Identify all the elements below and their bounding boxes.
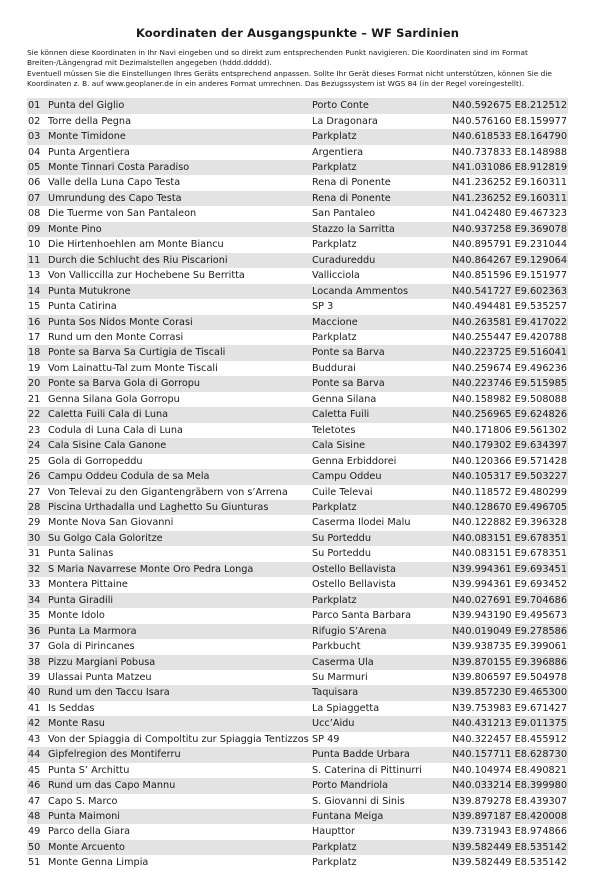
route-name: Punta Catirina: [48, 301, 117, 313]
coordinates: N41.236252 E9.160311: [451, 177, 567, 189]
table-row: [27, 423, 568, 438]
row-number: 37: [28, 641, 41, 653]
start-location: Caserma Ula: [312, 655, 442, 670]
route-name: Monte Tinnari Costa Paradiso: [48, 160, 312, 175]
route-name: Punta S’ Archittu: [48, 764, 130, 776]
start-location: Rifugio S’Arena: [312, 624, 442, 639]
coordinates: N40.851596 E9.151977: [451, 270, 567, 282]
route-name: Punta Salinas: [48, 548, 114, 560]
route-name: Punta del Giglio: [48, 98, 312, 113]
row-number: 32: [27, 562, 48, 577]
row-number: 18: [27, 345, 48, 360]
coordinates: N40.541727 E9.602363: [442, 284, 568, 299]
row-number: 35: [28, 610, 41, 622]
start-location: La Spiaggetta: [312, 702, 380, 714]
table-row: [27, 469, 568, 484]
table-row: [27, 531, 568, 546]
route-name: Umrundung des Capo Testa: [48, 191, 312, 206]
coordinates: N39.994361 E9.693451: [442, 562, 568, 577]
coordinates: N40.255447 E9.420788: [451, 331, 567, 343]
route-name: Punta Argentiera: [48, 146, 130, 158]
coordinates: N40.033214 E8.399980: [442, 778, 568, 793]
start-location: Porto Mandriola: [312, 778, 442, 793]
route-name: Caletta Fuili Cala di Luna: [48, 407, 312, 422]
row-number: 03: [27, 129, 48, 144]
start-location: Parkbucht: [312, 641, 361, 653]
table-row: [27, 222, 568, 237]
table-row: [27, 840, 568, 855]
start-location: Rena di Ponente: [312, 177, 391, 189]
table-row: [27, 361, 568, 376]
route-name: Von Valliccilla zur Hochebene Su Berritta: [48, 270, 245, 282]
start-location: Porto Conte: [312, 98, 442, 113]
coordinates: N40.576160 E8.159977: [451, 115, 567, 127]
start-location: Su Marmuri: [312, 671, 368, 683]
route-name: Valle della Luna Capo Testa: [48, 177, 181, 189]
table-row: [27, 268, 568, 283]
coordinates: N40.322457 E8.455912: [451, 733, 567, 745]
coordinates: N39.870155 E9.396886: [442, 655, 568, 670]
start-location: Curadureddu: [312, 253, 442, 268]
table-row: [27, 546, 568, 561]
route-name: Punta Maimoni: [48, 809, 312, 824]
page-title: Koordinaten der Ausgangspunkte – WF Sardinien: [135, 26, 460, 40]
start-location: Ucc’Aidu: [312, 716, 442, 731]
coordinates: N39.582449 E8.535142: [442, 840, 568, 855]
route-name: Ponte sa Barva Sa Curtigia de Tiscali: [48, 345, 312, 360]
coordinates: N39.938735 E9.399061: [451, 641, 567, 653]
coordinates: N40.223725 E9.516041: [442, 345, 568, 360]
start-location: Ostello Bellavista: [312, 579, 396, 591]
table-row: [27, 855, 568, 870]
row-number: 40: [27, 685, 48, 700]
route-name: Monte Pino: [48, 222, 312, 237]
row-number: 27: [28, 486, 41, 498]
route-name: Codula di Luna Cala di Luna: [48, 424, 183, 436]
row-number: 02: [28, 115, 41, 127]
route-name: S Maria Navarrese Monte Oro Pedra Longa: [48, 562, 312, 577]
coordinates: N40.118572 E9.480299: [451, 486, 567, 498]
route-name: Torre della Pegna: [48, 115, 132, 127]
route-name: Von Televai zu den Gigantengräbern von s’Arrena: [48, 486, 288, 498]
route-name: Parco della Giara: [48, 826, 131, 838]
route-name: Campu Oddeu Codula de sa Mela: [48, 469, 312, 484]
row-number: 15: [28, 301, 41, 313]
row-number: 34: [27, 593, 48, 608]
table-row: [27, 485, 568, 500]
table-row: [27, 763, 568, 778]
start-location: San Pantaleo: [312, 208, 376, 220]
route-name: Rund um das Capo Mannu: [48, 778, 312, 793]
route-name: Montera Pittaine: [48, 579, 128, 591]
coordinates: N40.128670 E9.496705: [442, 500, 568, 515]
coordinates: N39.582449 E8.535142: [451, 857, 567, 869]
coordinates: N40.104974 E8.490821: [451, 764, 567, 776]
row-number: 26: [27, 469, 48, 484]
start-location: Cala Sisine: [312, 438, 442, 453]
route-name: Gola di Gorropeddu: [48, 455, 143, 467]
row-number: 08: [28, 208, 41, 220]
start-location: Maccione: [312, 315, 442, 330]
table-row: [27, 392, 568, 407]
route-name: Gipfelregion des Montiferru: [48, 747, 312, 762]
row-number: 23: [28, 424, 41, 436]
start-location: Parkplatz: [312, 593, 442, 608]
table-row: [27, 809, 568, 824]
row-number: 07: [27, 191, 48, 206]
table-row: [27, 716, 568, 731]
row-number: 22: [27, 407, 48, 422]
table-row: [27, 160, 568, 175]
start-location: SP 49: [312, 733, 340, 745]
start-location: Funtana Meiga: [312, 809, 442, 824]
table-row: [27, 670, 568, 685]
coordinates: N40.937258 E9.369078: [442, 222, 568, 237]
table-row: [27, 145, 568, 160]
coordinates: N40.256965 E9.624826: [442, 407, 568, 422]
table-row: [27, 685, 568, 700]
route-name: Monte Rasu: [48, 716, 312, 731]
coordinates: N39.806597 E9.504978: [451, 671, 567, 683]
start-location: S. Giovanni di Sinis: [312, 795, 405, 807]
row-number: 48: [27, 809, 48, 824]
coordinates: N40.431213 E9.011375: [442, 716, 568, 731]
table-row: [27, 515, 568, 530]
table-row: [27, 593, 568, 608]
intro-paragraph: Eventuell müssen Sie die Einstellungen Ihres Geräts entsprechend anpassen. Sollte Ihr Gerät dieses Format nicht unterstützen, können Sie die Koordinaten z. B. auf www.geoplaner.de in ein anderes Format umrechnen. Das Bezugssystem ist WGS 84 (in der Regel voreingestellt).: [27, 68, 552, 88]
start-location: Caletta Fuili: [312, 407, 442, 422]
table-row: [27, 639, 568, 654]
row-number: 13: [28, 270, 41, 282]
coordinates: N40.895791 E9.231044: [451, 239, 567, 251]
table-row: [27, 824, 568, 839]
table-row: [27, 253, 568, 268]
route-name: Genna Silana Gola Gorropu: [48, 393, 180, 405]
row-number: 14: [27, 284, 48, 299]
start-location: Parkplatz: [312, 239, 357, 251]
table-row: [27, 98, 568, 113]
row-number: 44: [27, 747, 48, 762]
table-row: [27, 376, 568, 391]
route-name: Monte Timidone: [48, 129, 312, 144]
start-location: Argentiera: [312, 146, 364, 158]
row-number: 16: [27, 315, 48, 330]
coordinates: N40.027691 E9.704686: [442, 593, 568, 608]
start-location: Su Porteddu: [312, 548, 371, 560]
row-number: 29: [28, 517, 41, 529]
start-location: Vallicciola: [312, 270, 360, 282]
route-name: Piscina Urthadalla und Laghetto Su Giunturas: [48, 500, 312, 515]
start-location: Parco Santa Barbara: [312, 610, 412, 622]
route-name: Pizzu Margiani Pobusa: [48, 655, 312, 670]
row-number: 20: [27, 376, 48, 391]
start-location: Genna Silana: [312, 393, 377, 405]
table-row: [27, 608, 568, 623]
route-name: Is Seddas: [48, 702, 95, 714]
start-location: Punta Badde Urbara: [312, 747, 442, 762]
route-name: Monte Idolo: [48, 610, 105, 622]
route-name: Punta Mutukrone: [48, 284, 312, 299]
row-number: 31: [28, 548, 41, 560]
coordinates: N40.737833 E8.148988: [451, 146, 567, 158]
start-location: Stazzo la Sarritta: [312, 222, 442, 237]
row-number: 45: [28, 764, 41, 776]
coordinates: N39.897187 E8.420008: [442, 809, 568, 824]
table-row: [27, 500, 568, 515]
coordinates: N39.879278 E8.439307: [451, 795, 567, 807]
table-row: [27, 778, 568, 793]
start-location: Su Porteddu: [312, 531, 442, 546]
table-row: [27, 655, 568, 670]
start-location: Locanda Ammentos: [312, 284, 442, 299]
table-row: [27, 345, 568, 360]
table-row: [27, 794, 568, 809]
start-location: Parkplatz: [312, 840, 442, 855]
coordinates: N40.019049 E9.278586: [442, 624, 568, 639]
intro-paragraph: Sie können diese Koordinaten in Ihr Navi eingeben und so direkt zum entsprechenden Punkt navigieren. Die Koordinaten sind im Format Breiten-/Längengrad mit Dezimalstellen angegeben (hddd.ddddd).: [27, 48, 528, 68]
coordinates: N40.083151 E9.678351: [442, 531, 568, 546]
coordinates: N40.158982 E9.508088: [451, 393, 567, 405]
row-number: 05: [27, 160, 48, 175]
start-location: SP 3: [312, 301, 334, 313]
row-number: 49: [28, 826, 41, 838]
row-number: 25: [28, 455, 41, 467]
coordinates: N40.263581 E9.417022: [442, 315, 568, 330]
table-row: [27, 747, 568, 762]
row-number: 43: [28, 733, 41, 745]
coordinates: N40.618533 E8.164790: [442, 129, 568, 144]
table-row: [27, 114, 568, 129]
coordinates: N40.105317 E9.503227: [442, 469, 568, 484]
route-name: Von der Spiaggia di Compoltitu zur Spiaggia Tentizzos: [48, 733, 309, 745]
table-row: [27, 237, 568, 252]
route-name: Monte Genna Limpia: [48, 857, 149, 869]
row-number: 01: [27, 98, 48, 113]
table-row: [27, 732, 568, 747]
start-location: Parkplatz: [312, 500, 442, 515]
route-name: Punta Giradili: [48, 593, 312, 608]
table-row: [27, 284, 568, 299]
coordinates: N40.223746 E9.515985: [442, 376, 568, 391]
start-location: Parkplatz: [312, 129, 442, 144]
route-name: Durch die Schlucht des Riu Piscarioni: [48, 253, 312, 268]
row-number: 10: [28, 239, 41, 251]
row-number: 04: [28, 146, 41, 158]
row-number: 17: [28, 331, 41, 343]
coordinates: N39.943190 E9.495673: [451, 610, 567, 622]
route-name: Monte Nova San Giovanni: [48, 517, 174, 529]
coordinates-table: [27, 98, 568, 871]
row-number: 24: [27, 438, 48, 453]
table-row: [27, 577, 568, 592]
route-name: Punta Sos Nidos Monte Corasi: [48, 315, 312, 330]
start-location: Taquisara: [312, 685, 442, 700]
table-row: [27, 454, 568, 469]
coordinates: N39.857230 E9.465300: [442, 685, 568, 700]
table-row: [27, 407, 568, 422]
route-name: Gola di Pirincanes: [48, 641, 135, 653]
row-number: 47: [28, 795, 41, 807]
start-location: La Dragonara: [312, 115, 378, 127]
route-name: Su Golgo Cala Goloritze: [48, 531, 312, 546]
row-number: 42: [27, 716, 48, 731]
table-row: [27, 175, 568, 190]
route-name: Vom Lainattu-Tal zum Monte Tiscali: [48, 362, 218, 374]
table-row: [27, 562, 568, 577]
coordinates: N41.031086 E8.912819: [442, 160, 568, 175]
coordinates: N39.753983 E9.671427: [451, 702, 567, 714]
row-number: 41: [28, 702, 41, 714]
row-number: 21: [28, 393, 41, 405]
start-location: S. Caterina di Pittinurri: [312, 764, 422, 776]
table-row: [27, 129, 568, 144]
intro-text: [27, 48, 568, 89]
row-number: 51: [28, 857, 41, 869]
row-number: 28: [27, 500, 48, 515]
coordinates: N39.994361 E9.693452: [451, 579, 567, 591]
start-location: Teletotes: [312, 424, 356, 436]
start-location: Rena di Ponente: [312, 191, 442, 206]
start-location: Parkplatz: [312, 160, 442, 175]
row-number: 50: [27, 840, 48, 855]
route-name: Punta La Marmora: [48, 624, 312, 639]
coordinates: N40.864267 E9.129064: [442, 253, 568, 268]
coordinates: N40.157711 E8.628730: [442, 747, 568, 762]
table-row: [27, 624, 568, 639]
row-number: 36: [27, 624, 48, 639]
start-location: Campu Oddeu: [312, 469, 442, 484]
coordinates: N40.592675 E8.212512: [442, 98, 568, 113]
route-name: Cala Sisine Cala Ganone: [48, 438, 312, 453]
route-name: Ponte sa Barva Gola di Gorropu: [48, 376, 312, 391]
row-number: 19: [28, 362, 41, 374]
start-location: Ponte sa Barva: [312, 345, 442, 360]
table-row: [27, 701, 568, 716]
start-location: Parkplatz: [312, 857, 357, 869]
coordinates: N40.494481 E9.535257: [451, 301, 567, 313]
start-location: Cuile Televai: [312, 486, 373, 498]
row-number: 06: [28, 177, 41, 189]
table-row: [27, 315, 568, 330]
row-number: 30: [27, 531, 48, 546]
row-number: 33: [28, 579, 41, 591]
coordinates: N40.083151 E9.678351: [451, 548, 567, 560]
coordinates: N40.120366 E9.571428: [451, 455, 567, 467]
start-location: Haupttor: [312, 826, 356, 838]
route-name: Die Hirtenhoehlen am Monte Biancu: [48, 239, 224, 251]
table-row: [27, 191, 568, 206]
row-number: 11: [27, 253, 48, 268]
coordinates: N39.731943 E8.974866: [451, 826, 567, 838]
coordinates: N40.122882 E9.396328: [451, 517, 567, 529]
route-name: Rund um den Taccu Isara: [48, 685, 312, 700]
start-location: Ponte sa Barva: [312, 376, 442, 391]
start-location: Buddurai: [312, 362, 356, 374]
table-row: [27, 438, 568, 453]
coordinates: N41.236252 E9.160311: [442, 191, 568, 206]
start-location: Ostello Bellavista: [312, 562, 442, 577]
row-number: 39: [28, 671, 41, 683]
route-name: Die Tuerme von San Pantaleon: [48, 208, 197, 220]
row-number: 09: [27, 222, 48, 237]
coordinates: N41.042480 E9.467323: [451, 208, 567, 220]
route-name: Rund um den Monte Corrasi: [48, 331, 184, 343]
route-name: Monte Arcuento: [48, 840, 312, 855]
document-page: [27, 24, 568, 871]
coordinates: N40.259674 E9.496236: [451, 362, 567, 374]
route-name: Ulassai Punta Matzeu: [48, 671, 152, 683]
table-row: [27, 299, 568, 314]
start-location: Parkplatz: [312, 331, 357, 343]
coordinates: N40.171806 E9.561302: [451, 424, 567, 436]
table-row: [27, 206, 568, 221]
start-location: Genna Erbiddorei: [312, 455, 397, 467]
start-location: Caserma Ilodei Malu: [312, 517, 411, 529]
row-number: 46: [27, 778, 48, 793]
coordinates: N40.179302 E9.634397: [442, 438, 568, 453]
row-number: 38: [27, 655, 48, 670]
table-row: [27, 330, 568, 345]
route-name: Capo S. Marco: [48, 795, 118, 807]
